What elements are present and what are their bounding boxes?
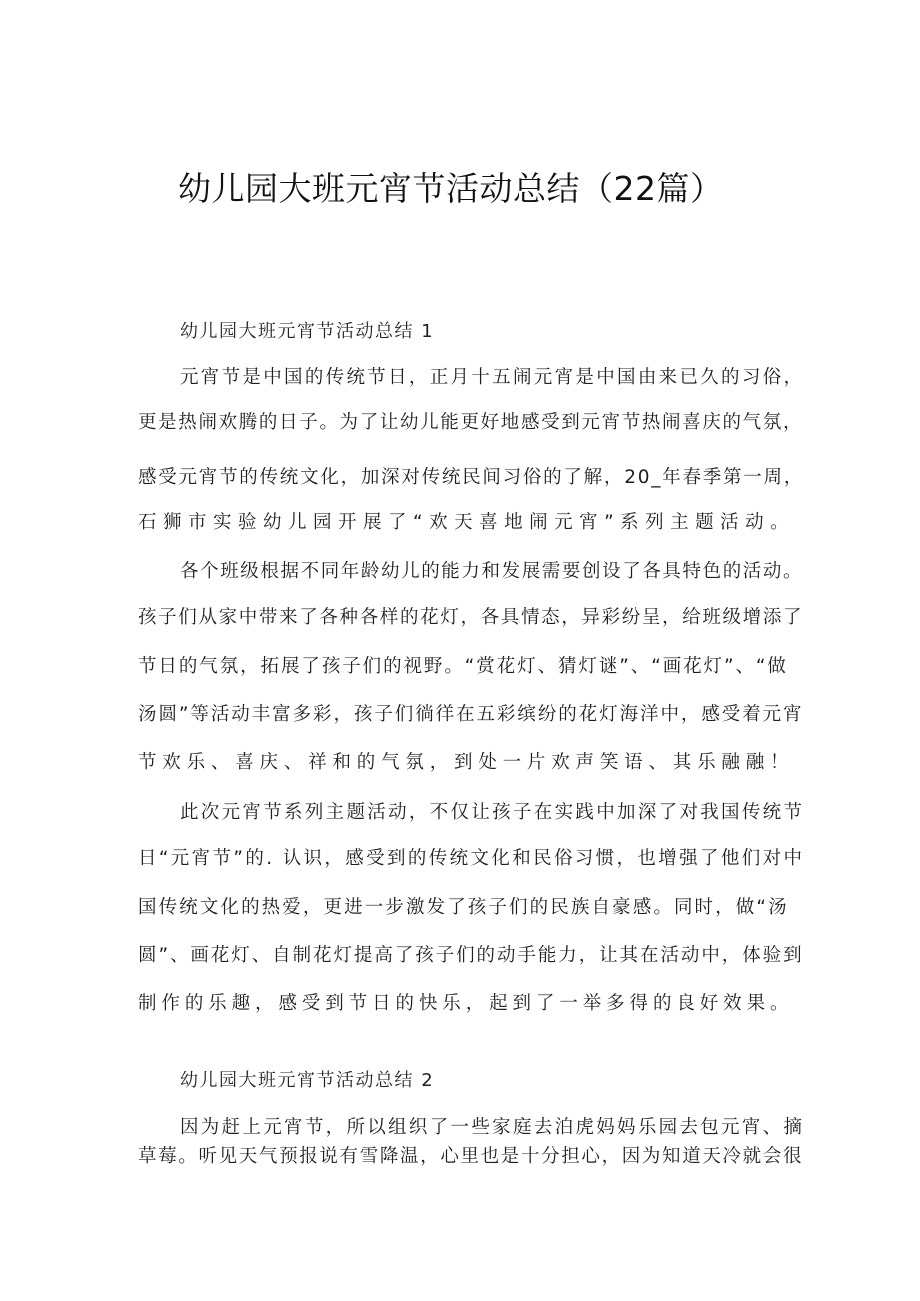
paragraph-line: 制作的乐趣，感受到节日的快乐，起到了一举多得的良好效果。 (138, 993, 794, 1014)
paragraph-line: 节欢乐、喜庆、祥和的气氛，到处一片欢声笑语、其乐融融！ (138, 752, 795, 773)
paragraph-line: 石狮市实验幼儿园开展了“欢天喜地闹元宵”系列主题活动。 (138, 512, 796, 533)
paragraph-line: 孩子们从家中带来了各种各样的花灯，各具情态，异彩纷呈，给班级增添了 (138, 607, 804, 628)
paragraph-line: 更是热闹欢腾的日子。为了让幼儿能更好地感受到元宵节热闹喜庆的气氛， (138, 412, 804, 433)
paragraph-line: 节日的气氛，拓展了孩子们的视野。“赏花灯、猜灯谜”、“画花灯”、“做 (138, 656, 788, 677)
section-heading: 幼儿园大班元宵节活动总结 1 (180, 321, 435, 342)
paragraph-line: 此次元宵节系列主题活动，不仅让孩子在实践中加深了对我国传统节 (180, 802, 805, 823)
document-title: 幼儿园大班元宵节活动总结（22篇） (178, 169, 724, 208)
paragraph-line: 草莓。听见天气预报说有雪降温，心里也是十分担心，因为知道天冷就会很 (138, 1146, 804, 1167)
paragraph-line: 日“元宵节”的. 认识，感受到的传统文化和民俗习惯，也增强了他们对中 (138, 848, 805, 869)
paragraph-line: 圆”、画花灯、自制花灯提高了孩子们的动手能力，让其在活动中，体验到 (138, 945, 804, 966)
paragraph-line: 汤圆”等活动丰富多彩，孩子们徜徉在五彩缤纷的花灯海洋中，感受着元宵 (138, 704, 804, 725)
paragraph-line: 因为赶上元宵节，所以组织了一些家庭去泊虎妈妈乐园去包元宵、摘 (180, 1117, 805, 1138)
paragraph-line: 国传统文化的热爱，更进一步激发了孩子们的民族自豪感。同时，做“汤 (138, 897, 789, 918)
paragraph-line: 感受元宵节的传统文化，加深对传统民间习俗的了解，20_年春季第一周， (138, 467, 805, 488)
section-heading: 幼儿园大班元宵节活动总结 2 (180, 1070, 435, 1091)
paragraph-line: 各个班级根据不同年龄幼儿的能力和发展需要创设了各具特色的活动。 (180, 561, 804, 582)
paragraph-line: 元宵节是中国的传统节日，正月十五闹元宵是中国由来已久的习俗， (180, 367, 805, 388)
